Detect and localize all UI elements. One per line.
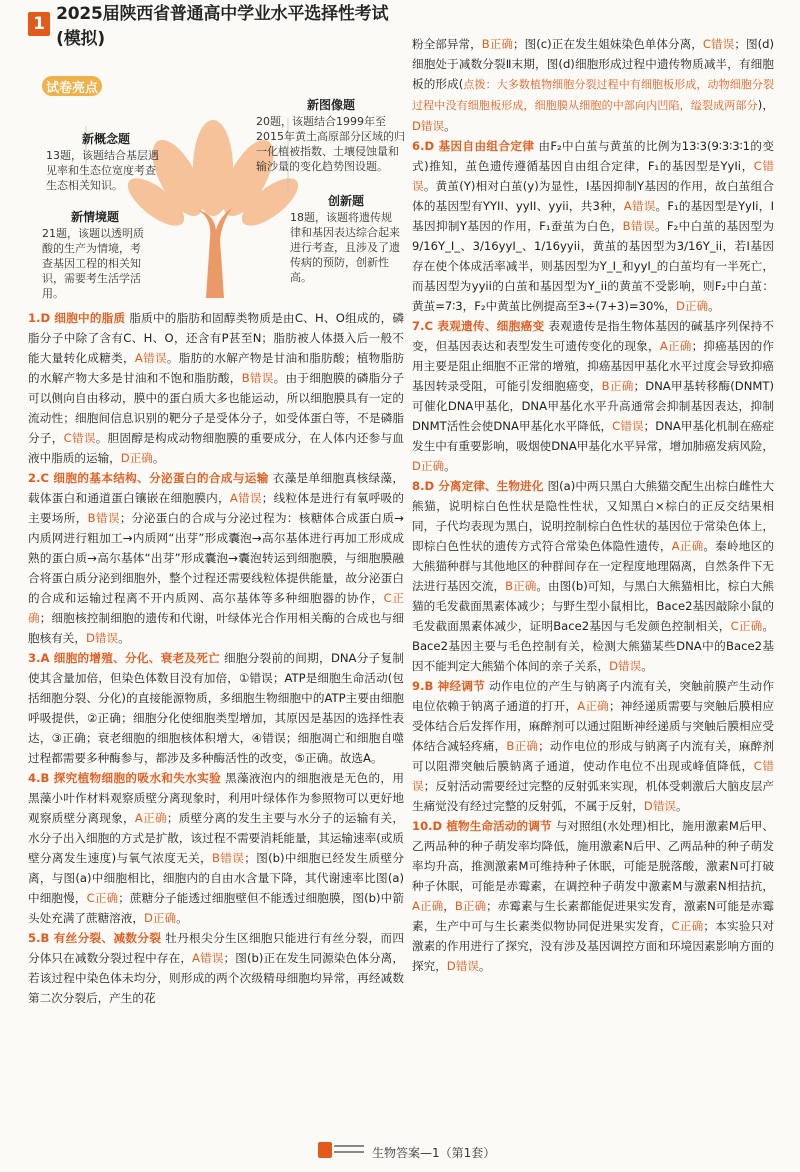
answer-topic: 表观遗传、细胞癌变 — [437, 319, 545, 333]
answer-number: 1.D — [28, 311, 55, 325]
answers-right-column — [412, 34, 774, 976]
explanation-text: ；DNA甲基化机制在癌症发生中有重要影响，吸烟使DNA甲基化水平异常，增加肺癌发病风险， — [412, 419, 774, 453]
explanation-text: 。 — [118, 631, 130, 645]
verdict-text: A错误 — [623, 199, 656, 213]
explanation-text: 。秦岭地区的大熊猫种群与其他地区的种群间存在一定程度地理隔离，自然条件下无法进行基因交流， — [412, 539, 774, 593]
answer-topic: 基因自由组合定律 — [438, 139, 535, 153]
explanation-text: 衣藻是单细胞真核绿藻，载体蛋白和通道蛋白镶嵌在细胞膜内， — [28, 471, 404, 505]
explanation-text: 。 — [152, 451, 165, 465]
highlights-panel — [28, 98, 408, 303]
answer-item — [28, 308, 404, 468]
explanation-text: ；图(d)细胞处于减数分裂Ⅱ末期，图(d)细胞形成过程中遗传物质减半，有细胞板的形成( — [412, 37, 774, 91]
highlight-text: 13题，该题结合基层遇见率和生态位宽度考查生态相关知识。 — [46, 149, 159, 192]
answer-number: 4.B — [28, 771, 54, 785]
explanation-text: ；动作电位的形成与钠离子内流有关，麻醉剂可以阻滞突触后膜钠离子通道，使动作电位不出现或峰值降低， — [412, 739, 774, 773]
verdict-text: A错误 — [229, 491, 262, 505]
verdict-text: B错误 — [622, 219, 655, 233]
explanation-text: ；分泌蛋白的合成与分泌过程为：核糖体合成蛋白质→内质网进行粗加工→内质网“出芽”形成囊泡→高尔基体进行再加工形成成熟的蛋白质→高尔基体“出芽”形成囊泡→囊泡转运到细胞膜，与细胞膜融合将蛋白质分泌到细胞外，整个过程还需要线粒体提供能量，故分泌蛋白的合成和运输过程离不开内质网、高尔基体等多种细胞器的协作， — [28, 511, 404, 605]
explanation-text: 。脂肪的水解产物是甘油和脂肪酸；植物脂肪的水解产物大多是甘油和不饱和脂肪酸， — [28, 351, 404, 385]
explanation-text: ；反射活动需要经过完整的反射弧来实现，机体受刺激后大脑皮层产生痛觉没有经过完整的反射弧，不属于反射， — [412, 779, 774, 813]
answer-item — [412, 476, 774, 676]
answer-topic: 细胞的基本结构、分泌蛋白的合成与运输 — [53, 471, 269, 485]
highlight-new-image — [256, 98, 406, 174]
explanation-text: ；图(b)中细胞已经发生质壁分离，与图(a)中细胞相比，细胞内的自由水含量下降，其代谢速率比图(a)中细胞慢， — [28, 851, 404, 905]
explanation-text: 细胞分裂前的间期，DNA分子复制使其含量加倍，但染色体数目没有加倍，①错误；ATP是细胞生命活动(包括细胞分裂、分化)的直接能源物质，多细胞生物细胞中的ATP主要由细胞呼吸提供，②正确；细胞分化使细胞类型增加，其原因是基因的选择性表达，③正确；衰老细胞的细胞核体积增大，④错误；细胞凋亡和细胞自噬过程都需要多种酶参与，都涉及多种酶活性的改变，⑤正确。故选A。 — [28, 651, 404, 765]
highlights-badge: 试卷亮点 — [42, 76, 102, 96]
verdict-text: A正确 — [134, 811, 167, 825]
verdict-text: B正确 — [505, 579, 537, 593]
explanation-text: 。F₂中白茧的基因型为9/16Y_I_、3/16yyI_、1/16yyii，黄茧的基因型为3/16Y_ii，若I基因存在使个体成活率减半，则基因型为Y_I_和yyI_的白茧均有一半死亡，而基因型为yyii的白茧和基因型为Y_ii的黄茧不受影响，则F₂中白茧：黄茧=7∶3，F₂中黄茧比例提高至3÷(7+3)=30%， — [412, 219, 774, 313]
verdict-text: A正确 — [412, 899, 444, 913]
verdict-text: C正确 — [28, 591, 404, 625]
explanation-text: 脂质中的脂肪和固醇类物质是由C、H、O组成的，磷脂分子中除了含有C、H、O，还含有P甚至N；脂肪被人体摄入后一般不能大量转化成糖类， — [28, 311, 404, 365]
answer-item — [28, 768, 404, 928]
explanation-text: 。 — [478, 959, 491, 973]
answer-item — [412, 816, 774, 976]
explanation-text: 。 — [641, 659, 653, 673]
answer-topic: 植物生命活动的调节 — [446, 819, 552, 833]
explanation-text: 。胆固醇是构成动物细胞膜的重要成分，在人体内还参与血液中脂质的运输， — [28, 431, 404, 465]
highlight-text: 20题，该题结合1999年至2015年黄土高原部分区域的归一化植被指数、土壤侵蚀量和输沙量的变化趋势图设题。 — [256, 115, 405, 173]
highlight-new-concept — [46, 132, 166, 193]
verdict-text: A正确 — [659, 339, 692, 353]
explanation-text: 。 — [444, 119, 456, 133]
explanation-text: 。 — [708, 299, 720, 313]
verdict-text: C正确 — [730, 619, 763, 633]
highlight-heading: 新图像题 — [306, 98, 355, 112]
answer-item — [412, 34, 774, 136]
explanation-text: ；DNA甲基转移酶(DNMT)可催化DNA甲基化，DNA甲基化水平升高通常会抑制基因表达，抑制DNMT活性会使DNA甲基化水平降低， — [412, 379, 774, 433]
answer-topic: 有丝分裂、减数分裂 — [53, 931, 162, 945]
verdict-text: D错误 — [85, 631, 119, 645]
verdict-text: A正确 — [671, 539, 704, 553]
explanation-text: ；神经递质需要与突触后膜相应受体结合后发挥作用，麻醉剂可以通过阻断神经递质与突触后膜相应受体结合减轻疼痛， — [412, 699, 774, 753]
verdict-text: B错误 — [87, 511, 120, 525]
verdict-text: D正确 — [120, 451, 153, 465]
page-footer — [0, 1138, 800, 1168]
tip-note: 点拨：大多数植物细胞分裂过程中有细胞板形成，动物细胞分裂过程中没有细胞板形成，细胞膜从细胞的中部向内凹陷，缢裂成两部分 — [412, 78, 775, 112]
answer-number: 9.B — [412, 679, 438, 693]
explanation-text: ；质壁分离的发生主要与水分子的运输有关，水分子出入细胞的方式是扩散，该过程不需要消耗能量，其运输速率(或质壁分离发生速度)与氧气浓度无关， — [28, 811, 404, 865]
explanation-text: ；细胞核控制细胞的遗传和代谢，叶绿体光合作用相关酶的合成也与细胞核有关， — [28, 611, 404, 645]
explanation-text: ；本实验只对激素的作用进行了探究，没有涉及基因调控方面和环境因素影响方面的探究， — [412, 919, 774, 973]
answer-topic: 细胞中的脂质 — [54, 311, 126, 325]
highlight-heading: 创新题 — [327, 194, 364, 208]
verdict-text: D正确 — [143, 911, 177, 925]
explanation-text: )， — [757, 98, 775, 112]
verdict-text: A正确 — [577, 699, 609, 713]
answer-topic: 神经调节 — [437, 679, 486, 693]
highlight-text: 21题，该题以透明质酸的生产为情境，考查基因工程的相关知识，需要考生活学活用。 — [42, 227, 144, 300]
highlight-heading: 新情境题 — [70, 210, 119, 224]
explanation-text: 。黄茧(Y)相对白茧(y)为显性，I基因抑制Y基因的作用，故白茧组合体的基因型有YYII、yyII、yyii，共3种， — [412, 179, 774, 213]
verdict-text: D错误 — [643, 799, 677, 813]
verdict-text: B正确 — [454, 899, 487, 913]
explanation-text: ；线粒体是进行有氧呼吸的主要场所， — [28, 491, 404, 525]
answer-number: 2.C — [28, 471, 54, 485]
verdict-text: D正确 — [676, 299, 709, 313]
explanation-text: 牡丹根尖分生区细胞只能进行有丝分裂，而四分体只在减数分裂过程中存在， — [28, 931, 404, 965]
highlight-heading: 新概念题 — [81, 132, 130, 146]
verdict-text: B错误 — [212, 851, 245, 865]
answer-topic: 探究植物细胞的吸水和失水实验 — [53, 771, 222, 785]
explanation-text: ， — [443, 899, 455, 913]
answer-item — [412, 316, 774, 476]
answer-item — [28, 648, 404, 768]
verdict-text: C错误 — [702, 37, 735, 51]
verdict-text: D错误 — [609, 659, 642, 673]
answer-number: 6.D — [412, 139, 439, 153]
answer-number: 10.D — [412, 819, 447, 833]
answer-topic: 细胞的增殖、分化、衰老及死亡 — [53, 651, 221, 665]
verdict-text: D错误 — [412, 119, 445, 133]
answer-number: 5.B — [28, 931, 54, 945]
explanation-text: 。Bace2基因主要与毛色控制有关，检测大熊猫某些DNA中的Bace2基因不能判定大熊猫个体间的亲子关系， — [412, 619, 774, 673]
explanation-text: 黑藻液泡内的细胞液是无色的，用黑藻小叶作材料观察质壁分离现象时，利用叶绿体作为参照物可以更好地观察质壁分离现象， — [28, 771, 404, 825]
verdict-text: B正确 — [481, 37, 514, 51]
explanation-text: 。 — [676, 799, 688, 813]
verdict-text: C错误 — [612, 419, 644, 433]
explanation-text: ；图(c)正在发生姐妹染色单体分离， — [513, 37, 703, 51]
explanation-text: 表观遗传是指生物体基因的碱基序列保持不变，但基因表达和表型发生可遗传变化的现象， — [412, 319, 774, 353]
verdict-text: D错误 — [446, 959, 479, 973]
explanation-text: 。 — [176, 911, 188, 925]
verdict-text: D正确 — [412, 459, 445, 473]
explanation-text: ；赤霉素与生长素都能促进果实发育，激素N可能是赤霉素，生产中可与生长素类似物协同促进果实发育， — [412, 899, 774, 933]
answer-number: 7.C — [412, 319, 438, 333]
explanation-text: ；抑癌基因的作用主要是阻止细胞不正常的增殖，抑癌基因甲基化水平过度会导致抑癌基因转录受阻，可能引发细胞癌变， — [412, 339, 774, 393]
verdict-text: C正确 — [86, 891, 119, 905]
explanation-text: 粉全部异常， — [412, 37, 482, 51]
explanation-text: 与对照组(水处理)相比，施用激素M后甲、乙两品种的种子萌发率均降低，施用激素N后甲、乙两品种的种子萌发率均升高，推测激素M可维持种子休眠，可能是脱落酸，激素N可打破种子休眠，可能是赤霉素，在调控种子萌发中激素M与激素N相拮抗， — [412, 819, 774, 893]
explanation-text: 图(a)中两只黑白大熊猫交配生出棕白雌性大熊猫，说明棕白色性状是隐性性状，又知黑白×棕白的正反交结果相同，子代均表现为黑白，说明控制棕白色性状的基因位于常染色体上，即棕白色性状的遗传方式符合常染色体隐性遗传， — [412, 479, 774, 553]
answers-left-column — [28, 308, 404, 1008]
explanation-text: 。由于细胞膜的磷脂分子可以侧向自由移动，膜中的蛋白质大多也能运动，所以细胞膜具有一定的流动性；细胞间信息识别的靶分子是受体分子，如受体蛋白等，不是磷脂分子， — [28, 371, 404, 445]
explanation-text: 。 — [444, 459, 456, 473]
explanation-text: 。F₁的基因型是YyIi，I基因抑制Y基因的作用，F₁蚕茧为白色， — [412, 199, 774, 233]
explanation-text: ；图(b)正在发生同源染色体分离，若该过程中染色体未均分，则形成的两个次级精母细胞均异常，再经减数第二次分裂后，产生的花 — [28, 951, 404, 1005]
verdict-text: B正确 — [506, 739, 539, 753]
verdict-text: C错误 — [63, 431, 96, 445]
verdict-text: B错误 — [241, 371, 274, 385]
verdict-text: B正确 — [601, 379, 634, 393]
highlight-text: 18题，该题将遗传规律和基因表达综合起来进行考查，且涉及了遗传病的预防，创新性高。 — [290, 211, 400, 284]
answer-number: 8.D — [412, 479, 439, 493]
explanation-text: 。由图(b)可知，与黑白大熊猫相比，棕白大熊猫的毛发截面黑素体减少；与野生型小鼠相比，Bace2基因敲除小鼠的毛发截面黑素体减少，证明Bace2基因与毛发颜色控制相关， — [412, 579, 774, 633]
exam-number-badge: 1 — [28, 12, 50, 36]
verdict-text: C正确 — [671, 919, 704, 933]
verdict-text: A错误 — [134, 351, 167, 365]
answer-number: 3.A — [28, 651, 54, 665]
explanation-text: 动作电位的产生与钠离子内流有关，突触前膜产生动作电位依赖于钠离子通道的打开， — [412, 679, 774, 713]
verdict-text: A错误 — [192, 951, 224, 965]
verdict-text: C错误 — [412, 159, 774, 193]
answer-item — [412, 676, 774, 816]
verdict-text: C错误 — [412, 759, 774, 793]
publisher-logo-icon — [318, 1142, 366, 1162]
explanation-text: ；蔗糖分子能透过细胞壁但不能透过细胞膜，图(b)中箭头处充满了蔗糖溶液， — [28, 891, 404, 925]
highlight-new-scenario — [42, 210, 148, 301]
answer-item — [28, 928, 404, 1008]
answer-item — [28, 468, 404, 648]
footer-page-label: 生物答案—1（第1套） — [372, 1146, 496, 1160]
explanation-text: 由F₂中白茧与黄茧的比例为13∶3(9∶3∶3∶1的变式)推知，茧色遗传遵循基因自由组合定律，F₁的基因型是YyIi， — [412, 139, 774, 173]
answer-topic: 分离定律、生物进化 — [438, 479, 544, 493]
exam-title: 2025届陕西省普通高中学业水平选择性考试(模拟) — [56, 4, 389, 49]
exam-title-bar — [28, 4, 408, 49]
answer-item — [412, 136, 774, 316]
highlight-innovation — [290, 194, 402, 285]
